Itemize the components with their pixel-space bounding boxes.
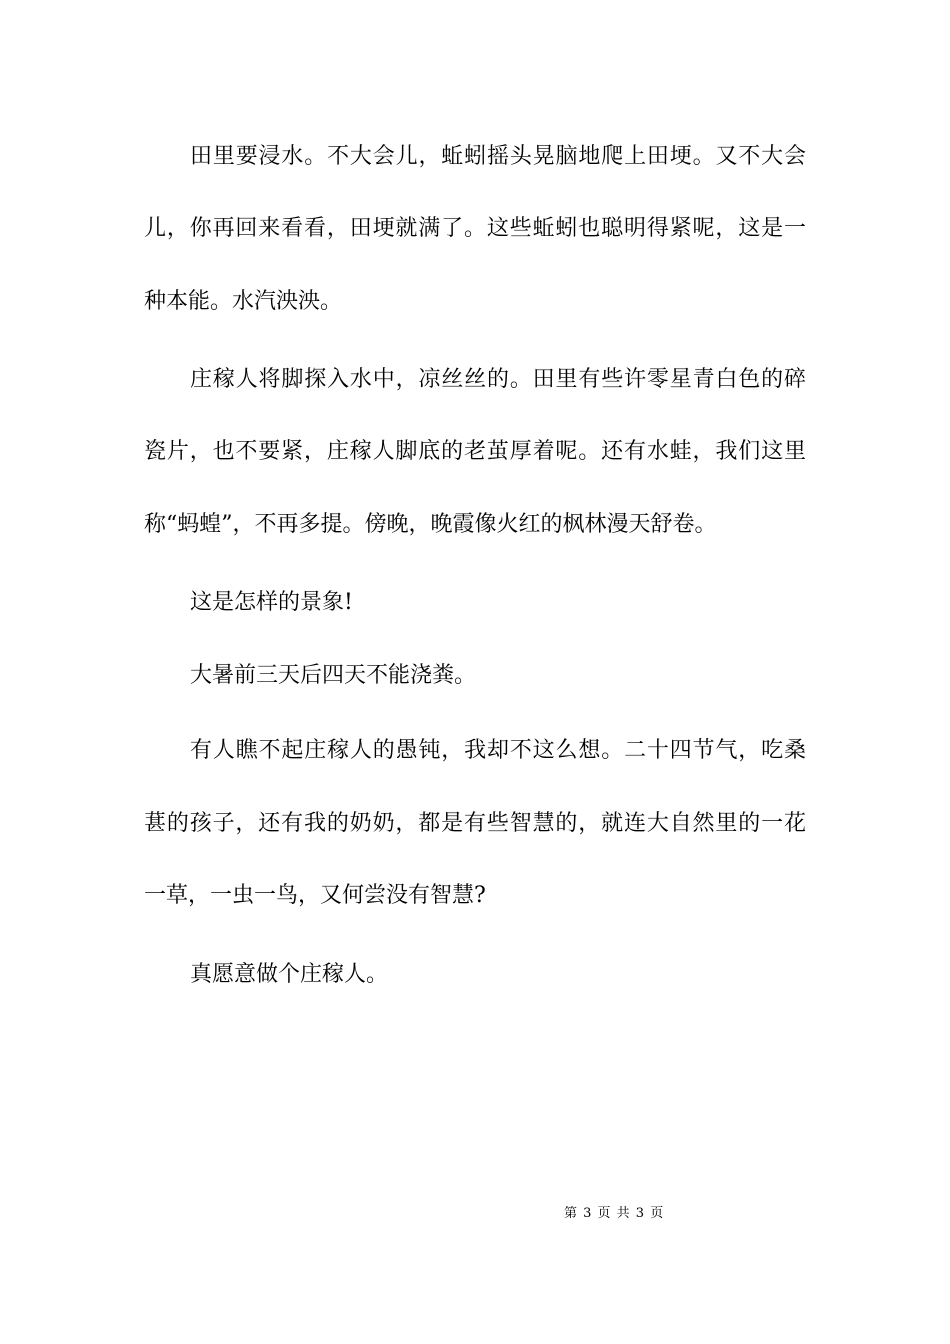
paragraph-3-line-1: 这是怎样的景象! — [190, 590, 353, 615]
paragraph-2-line-3: 称“蚂蝗”，不再多提。傍晚，晚霞像火红的枫林漫天舒卷。 — [144, 512, 717, 537]
paragraph-2-line-2: 瓷片，也不要紧，庄稼人脚底的老茧厚着呢。还有水蛙，我们这里 — [144, 439, 806, 464]
paragraph-1-line-3: 种本能。水汽泱泱。 — [144, 289, 343, 314]
paragraph-2-line-1: 庄稼人将脚探入水中，凉丝丝的。田里有些许零星青白色的碎 — [190, 367, 806, 392]
paragraph-5-line-1: 有人瞧不起庄稼人的愚钝，我却不这么想。二十四节气，吃桑 — [190, 738, 806, 763]
paragraph-5-line-3: 一草，一虫一鸟，又何尝没有智慧? — [144, 883, 486, 908]
paragraph-5-line-2: 葚的孩子，还有我的奶奶，都是有些智慧的，就连大自然里的一花 — [144, 811, 806, 836]
paragraph-1-line-1: 田里要浸水。不大会儿，蚯蚓摇头晃脑地爬上田埂。又不大会 — [190, 144, 806, 169]
page-number-footer: 第 3 页 共 3 页 — [564, 1206, 665, 1221]
paragraph-6-line-1: 真愿意做个庄稼人。 — [190, 962, 389, 987]
paragraph-1-line-2: 儿，你再回来看看，田埂就满了。这些蚯蚓也聪明得紧呢，这是一 — [144, 216, 806, 241]
paragraph-4-line-1: 大暑前三天后四天不能浇粪。 — [190, 663, 477, 688]
